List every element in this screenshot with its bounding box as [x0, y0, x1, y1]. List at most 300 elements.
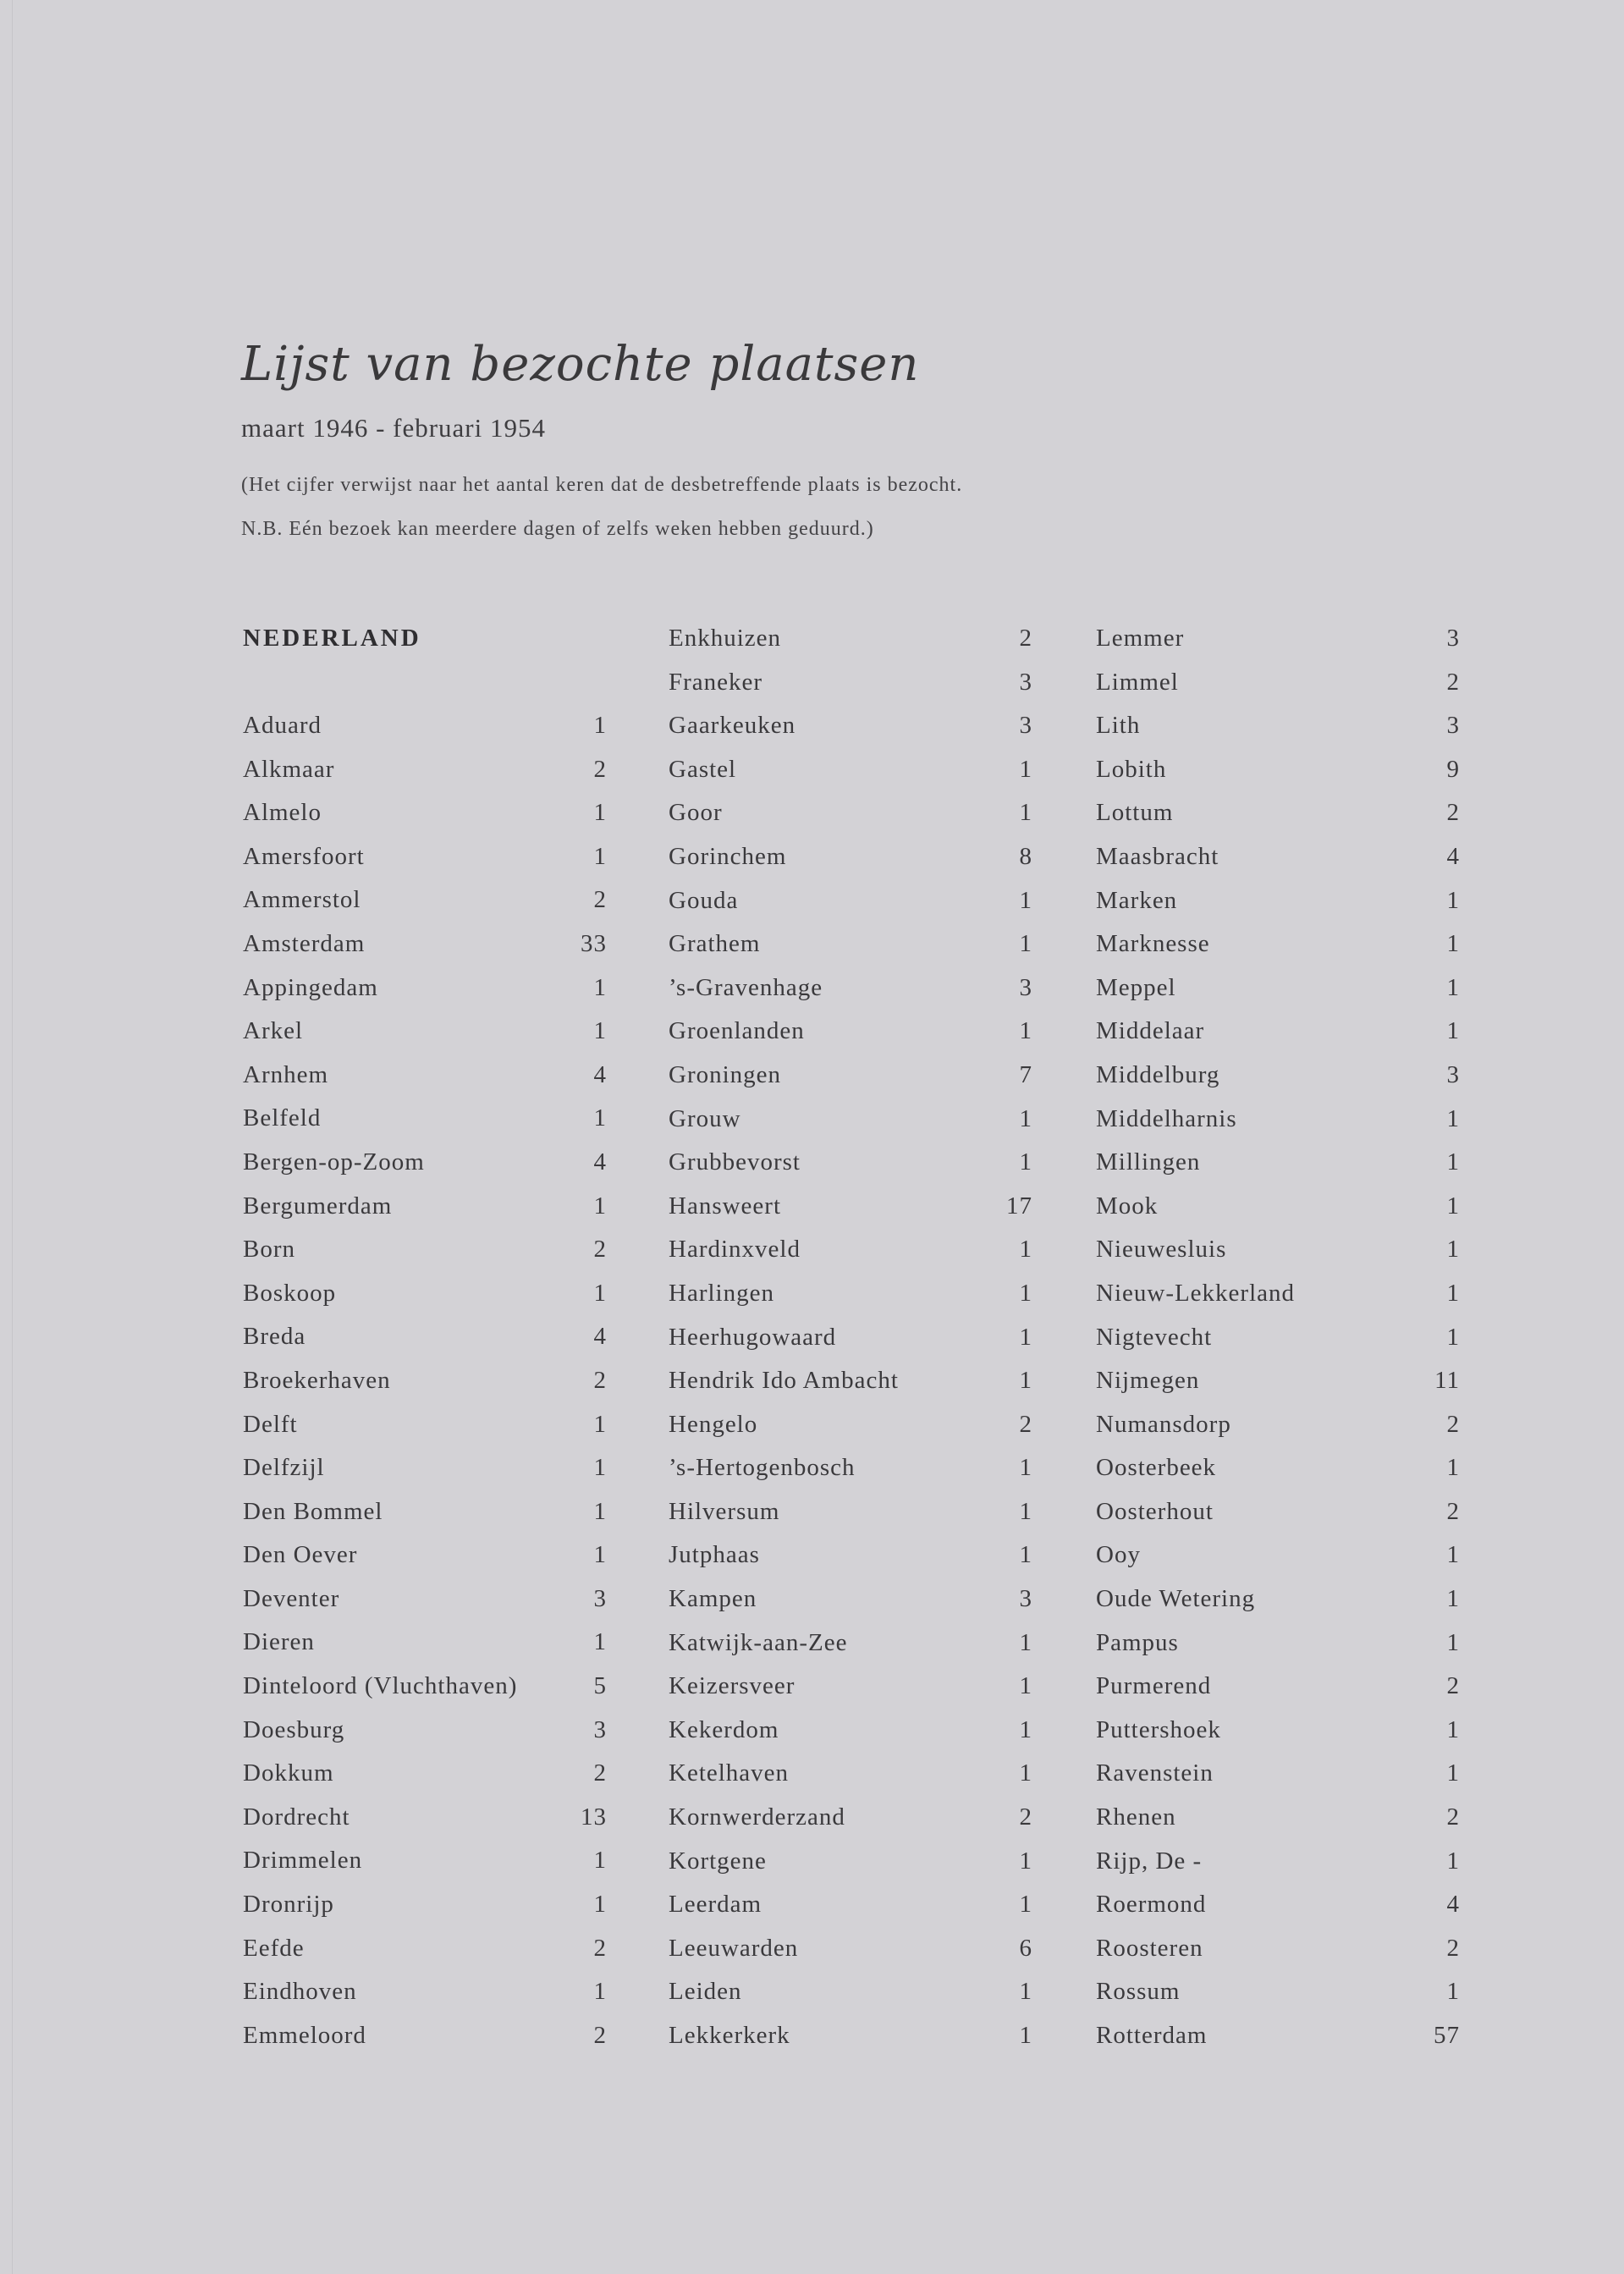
place-name: Heerhugowaard	[669, 1323, 837, 1351]
place-name: Bergen-op-Zoom	[243, 1148, 425, 1176]
place-name: Gorinchem	[669, 842, 787, 870]
place-name: Eefde	[243, 1934, 305, 1962]
visit-count: 1	[1019, 1104, 1032, 1132]
visit-count: 1	[1446, 1323, 1460, 1351]
visit-count: 1	[1019, 1891, 1032, 1919]
explanation-note-line-2: N.B. Eén bezoek kan meerdere dagen of zelfs weken hebben geduurd.)	[241, 518, 874, 540]
visit-count: 4	[1446, 842, 1460, 870]
place-entry	[243, 1276, 607, 1320]
place-name: Gastel	[669, 755, 737, 783]
place-entry	[243, 927, 607, 971]
place-entry	[243, 1451, 607, 1495]
place-entry	[243, 1843, 607, 1887]
place-name: Oude Wetering	[1096, 1585, 1256, 1613]
place-name: Aduard	[243, 712, 322, 739]
place-name: Katwijk-aan-Zee	[669, 1628, 848, 1656]
visit-count: 1	[1019, 1715, 1032, 1743]
place-name: Hardinxveld	[669, 1236, 801, 1264]
place-entry	[669, 1407, 1032, 1451]
place-name: Hilversum	[669, 1497, 780, 1525]
place-entry	[1096, 2018, 1460, 2062]
place-name: Kampen	[669, 1585, 757, 1613]
place-entry	[669, 1276, 1032, 1320]
visit-count: 1	[593, 1847, 607, 1875]
place-name: Goor	[669, 799, 723, 827]
visit-count: 1	[593, 973, 607, 1001]
place-entry	[669, 1363, 1032, 1407]
visit-count: 1	[1446, 1585, 1460, 1613]
visit-count: 3	[1019, 973, 1032, 1001]
place-entry	[1096, 1669, 1460, 1713]
visit-count: 1	[593, 842, 607, 870]
place-name: Alkmaar	[243, 755, 335, 783]
visit-count: 4	[593, 1148, 607, 1176]
place-name: Keizersveer	[669, 1672, 795, 1700]
place-name: Enkhuizen	[669, 625, 782, 652]
place-entry	[669, 2018, 1032, 2062]
visit-count: 4	[593, 1323, 607, 1351]
place-name: Middelburg	[1096, 1060, 1220, 1088]
place-entry	[669, 621, 1032, 665]
place-name: Hengelo	[669, 1410, 758, 1438]
visit-count: 3	[593, 1715, 607, 1743]
visit-count: 6	[1019, 1934, 1032, 1962]
place-entry	[669, 884, 1032, 928]
place-name: Gouda	[669, 886, 739, 914]
visit-count: 3	[1446, 712, 1460, 740]
place-entry	[669, 1102, 1032, 1146]
visit-count: 1	[1446, 1978, 1460, 2006]
visit-count: 1	[593, 1279, 607, 1307]
place-name: Dronrijp	[243, 1891, 334, 1919]
visit-count: 4	[1446, 1891, 1460, 1919]
visit-count: 1	[1019, 1279, 1032, 1307]
place-entry	[1096, 1844, 1460, 1888]
place-entry	[1096, 1407, 1460, 1451]
visit-count: 1	[1446, 1454, 1460, 1482]
document-page	[12, 0, 1624, 2274]
place-entry	[1096, 1538, 1460, 1582]
visit-count: 1	[1019, 930, 1032, 958]
visit-count: 3	[1019, 1585, 1032, 1613]
place-entry	[243, 1756, 607, 1800]
visit-count: 5	[593, 1672, 607, 1700]
visit-count: 2	[1019, 1410, 1032, 1438]
visit-count: 2	[1446, 1934, 1460, 1962]
section-heading: NEDERLAND	[243, 625, 421, 652]
place-name: Nieuwesluis	[1096, 1236, 1227, 1264]
place-entry	[1096, 752, 1460, 796]
place-name: Den Oever	[243, 1541, 358, 1569]
visit-count: 1	[1446, 930, 1460, 958]
visit-count: 1	[1019, 1323, 1032, 1351]
place-entry	[669, 971, 1032, 1015]
visit-count: 3	[1019, 712, 1032, 740]
place-entry	[243, 708, 607, 752]
visit-count: 1	[593, 1497, 607, 1525]
place-name: Groningen	[669, 1060, 782, 1088]
place-entry	[669, 927, 1032, 971]
place-entry	[669, 1669, 1032, 1713]
place-entry	[669, 1189, 1032, 1233]
place-entry	[1096, 840, 1460, 884]
place-name: Arkel	[243, 1017, 304, 1045]
visit-count: 1	[593, 1978, 607, 2006]
place-entry	[669, 1931, 1032, 1975]
visit-count: 1	[1446, 1541, 1460, 1569]
places-column-2	[669, 621, 1032, 2062]
visit-count: 33	[581, 929, 607, 957]
visit-count: 9	[1446, 755, 1460, 783]
place-entry	[1096, 884, 1460, 928]
visit-count: 1	[1446, 973, 1460, 1001]
visit-count: 2	[593, 755, 607, 783]
visit-count: 3	[593, 1584, 607, 1612]
place-entry	[1096, 1320, 1460, 1364]
place-entry	[243, 1713, 607, 1757]
place-entry	[1096, 1145, 1460, 1189]
place-entry	[669, 840, 1032, 884]
place-name: Delft	[243, 1410, 298, 1438]
place-entry	[669, 1145, 1032, 1189]
visit-count: 1	[1446, 886, 1460, 914]
place-name: Oosterbeek	[1096, 1454, 1217, 1482]
place-entry	[669, 752, 1032, 796]
places-column-3	[1096, 621, 1460, 2062]
visit-count: 2	[593, 2021, 607, 2049]
place-entry	[669, 1014, 1032, 1058]
place-name: Marken	[1096, 886, 1178, 914]
place-name: Leeuwarden	[669, 1934, 799, 1962]
visit-count: 1	[593, 1192, 607, 1220]
visit-count: 17	[1006, 1192, 1032, 1220]
place-name: Drimmelen	[243, 1847, 363, 1875]
visit-count: 1	[593, 799, 607, 827]
visit-count: 1	[593, 1628, 607, 1656]
place-name: Arnhem	[243, 1060, 329, 1088]
place-entry	[243, 1319, 607, 1363]
place-entry	[669, 1232, 1032, 1276]
place-entry	[669, 796, 1032, 840]
place-name: Middelharnis	[1096, 1104, 1237, 1132]
place-entry	[1096, 1058, 1460, 1102]
place-name: Leiden	[669, 1978, 742, 2006]
place-entry	[1096, 796, 1460, 840]
visit-count: 1	[1019, 1148, 1032, 1176]
place-entry	[243, 796, 607, 840]
place-name: Almelo	[243, 799, 322, 827]
visit-count: 1	[1446, 1715, 1460, 1743]
visit-count: 1	[1446, 1017, 1460, 1045]
visit-count: 1	[593, 1104, 607, 1132]
place-entry	[669, 1451, 1032, 1495]
place-entry	[243, 1232, 607, 1276]
place-entry	[1096, 1276, 1460, 1320]
place-entry	[669, 708, 1032, 752]
place-name: ’s-Hertogenbosch	[669, 1454, 856, 1482]
visit-count: 1	[1446, 1847, 1460, 1875]
place-name: Nijmegen	[1096, 1367, 1200, 1395]
place-entry	[1096, 1495, 1460, 1539]
place-entry	[1096, 621, 1460, 665]
visit-count: 7	[1019, 1060, 1032, 1088]
visit-count: 2	[593, 1934, 607, 1962]
visit-count: 3	[1446, 1060, 1460, 1088]
visit-count: 2	[1019, 625, 1032, 652]
visit-count: 2	[1446, 1497, 1460, 1525]
visit-count: 1	[1019, 1454, 1032, 1482]
visit-count: 1	[1446, 1192, 1460, 1220]
visit-count: 1	[1446, 1236, 1460, 1264]
place-name: Nigtevecht	[1096, 1323, 1213, 1351]
place-name: Boskoop	[243, 1279, 337, 1307]
place-entry	[243, 1145, 607, 1189]
place-name: Harlingen	[669, 1279, 774, 1307]
visit-count: 2	[1446, 1410, 1460, 1438]
place-entry	[243, 2018, 607, 2062]
place-name: Kornwerderzand	[669, 1803, 845, 1831]
visit-count: 2	[593, 1759, 607, 1787]
place-name: Kekerdom	[669, 1715, 779, 1743]
explanation-note-line-1: (Het cijfer verwijst naar het aantal keren dat de desbetreffende plaats is bezocht.	[241, 474, 963, 496]
place-name: Roermond	[1096, 1891, 1207, 1919]
visit-count: 1	[1019, 1497, 1032, 1525]
place-name: Lekkerkerk	[669, 2022, 790, 2049]
place-entry	[243, 1495, 607, 1539]
place-name: Delfzijl	[243, 1454, 325, 1482]
visit-count: 1	[1019, 1017, 1032, 1045]
place-name: Kortgene	[669, 1847, 767, 1875]
place-entry	[1096, 1931, 1460, 1975]
place-name: Ketelhaven	[669, 1759, 790, 1787]
place-name: Dieren	[243, 1628, 315, 1656]
visit-count: 1	[593, 1541, 607, 1569]
visit-count: 1	[1446, 1279, 1460, 1307]
place-name: Gaarkeuken	[669, 712, 796, 740]
place-name: Lith	[1096, 712, 1141, 740]
place-entry	[1096, 1756, 1460, 1800]
place-name: Groenlanden	[669, 1017, 805, 1045]
place-name: Rossum	[1096, 1978, 1181, 2006]
visit-count: 3	[1446, 625, 1460, 652]
place-entry	[243, 1887, 607, 1931]
visit-count: 8	[1019, 842, 1032, 870]
place-entry	[1096, 1713, 1460, 1757]
place-name: Deventer	[243, 1584, 340, 1612]
visit-count: 1	[593, 1410, 607, 1438]
place-name: Hendrik Ido Ambacht	[669, 1367, 899, 1395]
visit-count: 2	[1446, 1672, 1460, 1700]
place-name: Roosteren	[1096, 1934, 1203, 1962]
places-column-1	[243, 621, 607, 2062]
visit-count: 1	[1446, 1148, 1460, 1176]
visit-count: 1	[1019, 755, 1032, 783]
visit-count: 1	[1019, 1978, 1032, 2006]
visit-count: 13	[581, 1803, 607, 1831]
place-entry	[669, 1582, 1032, 1626]
place-name: Broekerhaven	[243, 1366, 391, 1394]
visit-count: 1	[593, 1017, 607, 1045]
visit-count: 1	[1019, 1628, 1032, 1656]
place-entry	[243, 1669, 607, 1713]
place-name: Lobith	[1096, 755, 1167, 783]
place-entry	[1096, 1102, 1460, 1146]
visit-count: 2	[1446, 1803, 1460, 1831]
visit-count: 3	[1019, 668, 1032, 696]
place-entry	[1096, 1363, 1460, 1407]
visit-count: 2	[593, 886, 607, 914]
visit-count: 1	[593, 1454, 607, 1482]
place-name: Doesburg	[243, 1715, 345, 1743]
place-entry	[243, 1800, 607, 1844]
page-title: Lijst van bezochte plaatsen	[241, 337, 920, 392]
place-entry	[243, 1974, 607, 2018]
place-name: Amsterdam	[243, 929, 366, 957]
visit-count: 4	[593, 1060, 607, 1088]
place-name: Ooy	[1096, 1541, 1141, 1569]
place-entry	[1096, 1974, 1460, 2018]
place-entry	[243, 1538, 607, 1582]
place-entry	[669, 1538, 1032, 1582]
visit-count: 1	[593, 712, 607, 739]
visit-count: 1	[1019, 1367, 1032, 1395]
place-entry	[243, 1407, 607, 1451]
place-entry	[1096, 1451, 1460, 1495]
place-entry	[1096, 971, 1460, 1015]
place-name: Numansdorp	[1096, 1410, 1231, 1438]
place-name: Maasbracht	[1096, 842, 1219, 870]
place-entry	[243, 1582, 607, 1626]
place-entry	[1096, 927, 1460, 971]
place-entry	[243, 752, 607, 796]
place-entry	[243, 1363, 607, 1407]
place-name: Rotterdam	[1096, 2022, 1208, 2049]
place-name: Middelaar	[1096, 1017, 1205, 1045]
place-name: Belfeld	[243, 1104, 322, 1132]
place-entry	[669, 1713, 1032, 1757]
place-name: Dordrecht	[243, 1803, 350, 1831]
place-name: Grathem	[669, 930, 761, 958]
place-entry	[669, 665, 1032, 709]
place-entry	[1096, 1800, 1460, 1844]
place-entry	[1096, 1014, 1460, 1058]
visit-count: 2	[593, 1366, 607, 1394]
place-name: ’s-Gravenhage	[669, 973, 823, 1001]
visit-count: 2	[1446, 668, 1460, 696]
place-name: Den Bommel	[243, 1497, 383, 1525]
place-name: Ravenstein	[1096, 1759, 1214, 1787]
visit-count: 57	[1434, 2022, 1460, 2049]
visit-count: 1	[1019, 1847, 1032, 1875]
visit-count: 1	[1019, 1236, 1032, 1264]
place-entry	[1096, 1626, 1460, 1670]
place-name: Grubbevorst	[669, 1148, 801, 1176]
place-entry	[1096, 1582, 1460, 1626]
place-entry	[243, 971, 607, 1015]
place-entry	[1096, 708, 1460, 752]
place-entry	[669, 1626, 1032, 1670]
place-entry	[243, 1014, 607, 1058]
place-entry	[1096, 665, 1460, 709]
place-entry	[243, 1931, 607, 1975]
visit-count: 1	[1019, 886, 1032, 914]
place-name: Mook	[1096, 1192, 1159, 1220]
place-name: Rhenen	[1096, 1803, 1176, 1831]
place-name: Lemmer	[1096, 625, 1185, 652]
place-entry	[1096, 1189, 1460, 1233]
place-entry	[669, 1800, 1032, 1844]
visit-count: 1	[1019, 1541, 1032, 1569]
place-entry	[243, 840, 607, 884]
place-entry	[669, 1756, 1032, 1800]
place-name: Leerdam	[669, 1891, 762, 1919]
visit-count: 1	[1019, 1759, 1032, 1787]
place-name: Meppel	[1096, 973, 1176, 1001]
place-entry	[669, 1495, 1032, 1539]
place-entry	[669, 1844, 1032, 1888]
place-name: Eindhoven	[243, 1978, 357, 2006]
place-entry	[1096, 1887, 1460, 1931]
place-name: Bergumerdam	[243, 1192, 393, 1220]
place-name: Rijp, De -	[1096, 1847, 1203, 1875]
place-name: Purmerend	[1096, 1672, 1212, 1700]
place-entry	[243, 1058, 607, 1102]
place-entry	[669, 1058, 1032, 1102]
place-name: Nieuw-Lekkerland	[1096, 1279, 1296, 1307]
visit-count: 1	[1019, 1672, 1032, 1700]
place-name: Limmel	[1096, 668, 1179, 696]
place-entry	[669, 1320, 1032, 1364]
visit-count: 1	[1446, 1759, 1460, 1787]
place-entry	[243, 1625, 607, 1669]
visit-count: 1	[1019, 2022, 1032, 2049]
place-name: Dinteloord (Vluchthaven)	[243, 1672, 518, 1700]
place-name: Dokkum	[243, 1759, 334, 1787]
visit-count: 2	[1446, 799, 1460, 827]
place-entry	[243, 883, 607, 927]
place-name: Millingen	[1096, 1148, 1201, 1176]
place-name: Grouw	[669, 1104, 741, 1132]
place-name: Emmeloord	[243, 2021, 366, 2049]
place-entry	[243, 1101, 607, 1145]
place-name: Jutphaas	[669, 1541, 760, 1569]
place-name: Pampus	[1096, 1628, 1179, 1656]
visit-count: 2	[593, 1236, 607, 1264]
visit-count: 1	[1019, 799, 1032, 827]
visit-count: 1	[593, 1891, 607, 1919]
place-name: Franeker	[669, 668, 763, 696]
visit-count: 2	[1019, 1803, 1032, 1831]
place-name: Ammerstol	[243, 886, 361, 914]
place-entry	[669, 1887, 1032, 1931]
place-name: Oosterhout	[1096, 1497, 1214, 1525]
visit-count: 1	[1446, 1628, 1460, 1656]
visit-count: 1	[1446, 1104, 1460, 1132]
place-name: Born	[243, 1236, 295, 1264]
place-entry	[669, 1974, 1032, 2018]
place-entry	[243, 1189, 607, 1233]
place-name: Appingedam	[243, 973, 378, 1001]
place-name: Lottum	[1096, 799, 1174, 827]
place-name: Breda	[243, 1323, 306, 1351]
place-name: Puttershoek	[1096, 1715, 1221, 1743]
place-entry	[1096, 1232, 1460, 1276]
page-subtitle: maart 1946 - februari 1954	[241, 413, 546, 443]
place-name: Amersfoort	[243, 842, 365, 870]
visit-count: 11	[1434, 1367, 1460, 1395]
place-name: Hansweert	[669, 1192, 782, 1220]
place-name: Marknesse	[1096, 930, 1210, 958]
